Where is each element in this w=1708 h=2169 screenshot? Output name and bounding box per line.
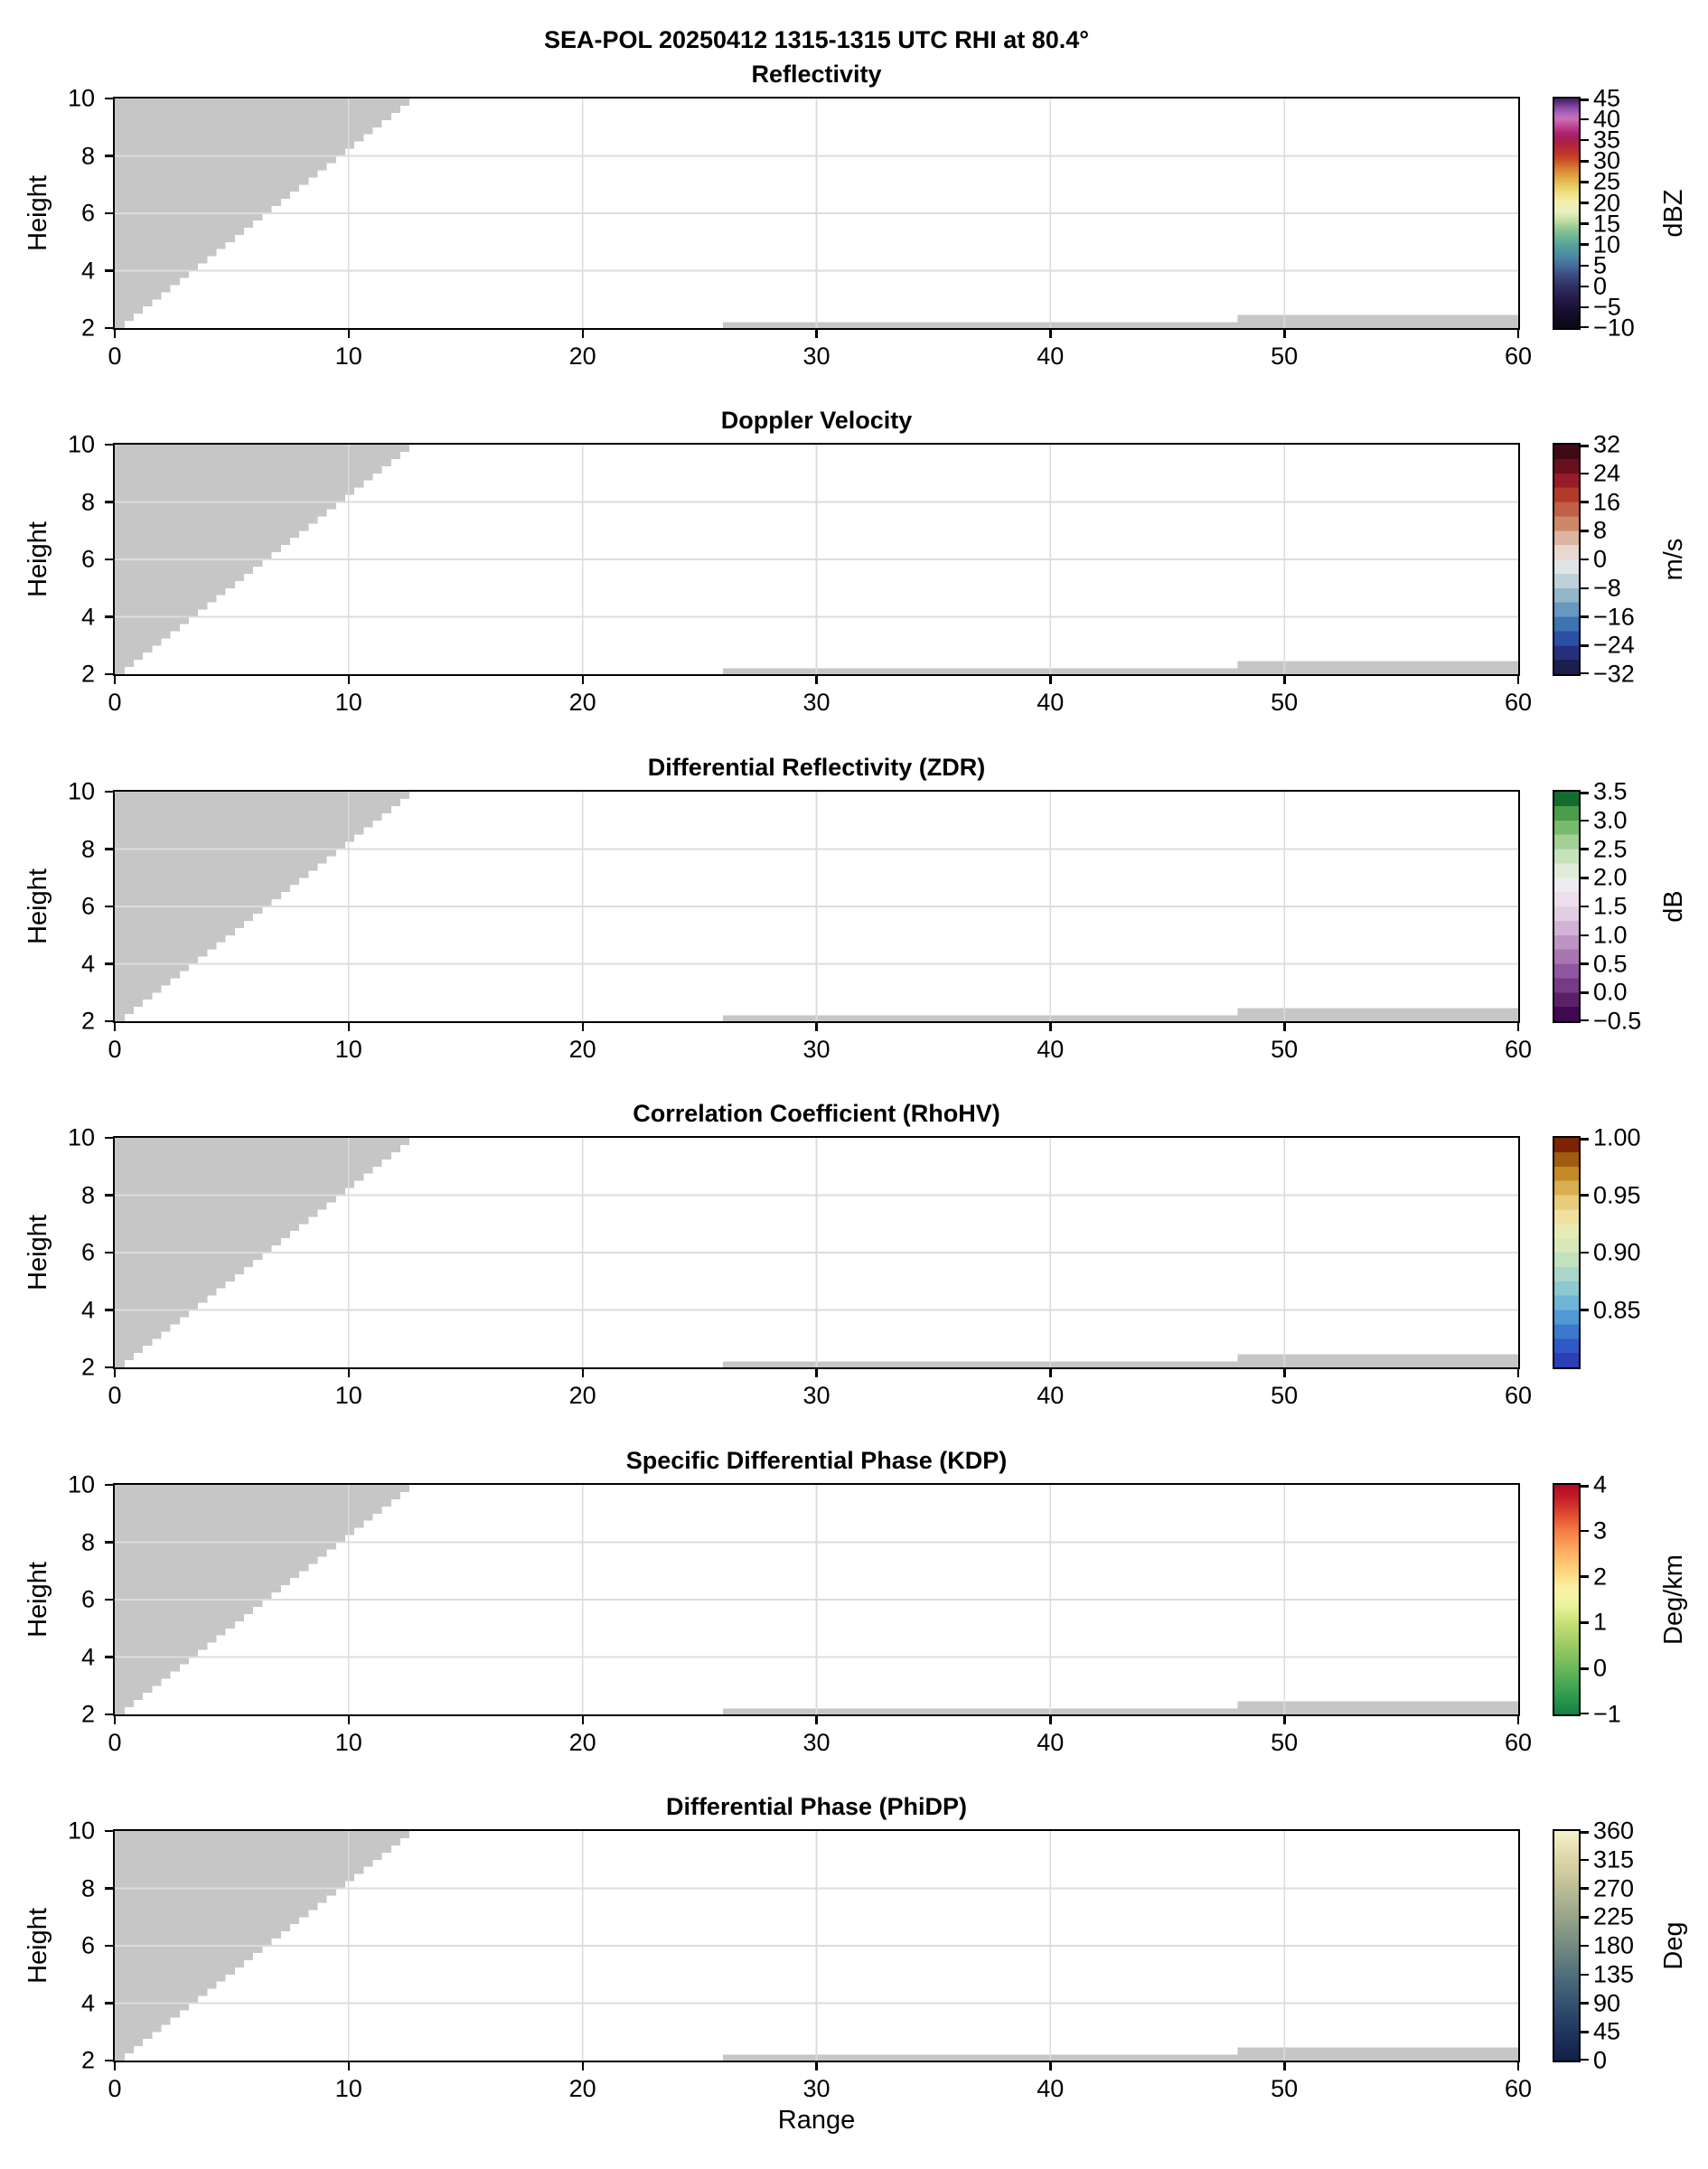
colorbar [1553, 1817, 1635, 2074]
colorbar-tick-mark [1581, 1831, 1589, 1834]
colorbar-tick-label: 0 [1593, 2046, 1608, 2074]
ground-clutter-strip [723, 2055, 1237, 2061]
y-tick-label: 8 [80, 488, 95, 515]
y-tick-mark [105, 155, 113, 157]
x-tick-mark [1283, 330, 1286, 338]
x-tick-label: 40 [1037, 1729, 1065, 1756]
y-tick-mark [105, 559, 113, 561]
colorbar-tick-label: −24 [1593, 631, 1635, 659]
colorbar-tick-mark [1581, 1945, 1589, 1948]
colorbar-tick-mark [1581, 1530, 1589, 1533]
colorbar-tick-mark [1581, 906, 1589, 908]
colorbar-tick-mark [1581, 306, 1589, 309]
colorbar-tick-mark [1581, 877, 1589, 879]
figure-suptitle: SEA-POL 20250412 1315-1315 UTC RHI at 80.4° [543, 26, 1090, 53]
colorbar-tick-label: 270 [1593, 1874, 1635, 1901]
y-tick-label: 8 [80, 1528, 95, 1555]
ground-clutter-strip [1237, 1702, 1518, 1714]
plot-area [67, 1470, 1533, 1756]
x-tick-label: 30 [802, 1036, 831, 1063]
x-tick-mark [1049, 1369, 1052, 1377]
colorbar-tick-mark [1581, 1887, 1589, 1890]
x-tick-label: 10 [334, 689, 362, 716]
x-tick-label: 50 [1271, 689, 1299, 716]
plot-area [67, 1123, 1533, 1409]
colorbar [1553, 430, 1635, 688]
y-tick-label: 2 [80, 660, 95, 688]
colorbar-tick-label: 25 [1593, 167, 1621, 195]
y-tick-label: 6 [80, 1238, 95, 1266]
y-tick-mark [105, 1484, 113, 1487]
y-tick-label: 10 [67, 430, 95, 458]
plot-canvas [115, 1831, 1518, 2061]
x-tick-label: 0 [108, 1729, 122, 1756]
ground-clutter-strip [1237, 662, 1518, 674]
x-tick-mark [1283, 676, 1286, 684]
x-tick-label: 0 [108, 1382, 122, 1409]
colorbar-tick-mark [1581, 1485, 1589, 1488]
x-tick-label: 0 [108, 689, 122, 716]
x-tick-mark [815, 2062, 818, 2070]
y-tick-label: 10 [67, 1470, 95, 1498]
x-tick-mark [1283, 1369, 1286, 1377]
y-tick-label: 4 [80, 1643, 95, 1670]
x-tick-mark [114, 1023, 117, 1031]
x-axis-label: Range [777, 2106, 856, 2135]
colorbar-tick-mark [1581, 160, 1589, 163]
colorbar-tick-label: 135 [1593, 1960, 1635, 1988]
x-tick-mark [815, 676, 818, 684]
y-tick-label: 2 [80, 1700, 95, 1728]
x-tick-mark [1283, 2062, 1286, 2070]
y-tick-mark [105, 1252, 113, 1254]
y-tick-mark [105, 212, 113, 215]
ground-clutter-strip [1237, 1355, 1518, 1367]
colorbar-tick-label: 0 [1593, 1654, 1608, 1682]
y-tick-mark [105, 615, 113, 618]
y-tick-label: 4 [80, 1296, 95, 1323]
colorbar-tick-mark [1581, 991, 1589, 994]
x-tick-label: 20 [568, 1729, 596, 1756]
x-tick-mark [582, 1369, 585, 1377]
x-tick-label: 10 [334, 1036, 362, 1063]
colorbar-tick-label: 3.5 [1593, 777, 1628, 805]
y-tick-mark [105, 791, 113, 793]
colorbar-tick-label: 1.5 [1593, 892, 1628, 920]
colorbar-tick-mark [1581, 1859, 1589, 1862]
x-tick-label: 30 [802, 343, 831, 370]
colorbar-tick-label: 10 [1593, 230, 1621, 258]
y-tick-label: 2 [80, 314, 95, 342]
colorbar-tick-label: 1 [1593, 1608, 1608, 1636]
x-tick-mark [582, 330, 585, 338]
colorbar-tick-label: 20 [1593, 189, 1621, 216]
y-tick-mark [105, 444, 113, 446]
x-tick-mark [1049, 676, 1052, 684]
colorbar-tick-label: 0.85 [1593, 1296, 1641, 1323]
x-tick-mark [1049, 2062, 1052, 2070]
colorbar-unit-label: m/s [1659, 538, 1688, 581]
x-tick-mark [348, 1023, 351, 1031]
x-tick-label: 50 [1271, 2075, 1299, 2102]
colorbar-tick-label: −16 [1593, 603, 1635, 630]
y-tick-mark [105, 673, 113, 676]
colorbar-tick-label: 0 [1593, 272, 1608, 300]
colorbar-tick-label: 1.0 [1593, 921, 1628, 949]
plot-area [67, 430, 1533, 716]
x-tick-mark [348, 676, 351, 684]
colorbar [1553, 84, 1635, 342]
x-tick-label: 20 [568, 1382, 596, 1409]
ground-clutter-strip [723, 1362, 1237, 1367]
colorbar-tick-mark [1581, 501, 1589, 503]
x-tick-label: 40 [1037, 343, 1065, 370]
colorbar-tick-mark [1581, 1621, 1589, 1624]
colorbar-tick-label: 360 [1593, 1817, 1635, 1845]
x-tick-mark [1517, 1369, 1520, 1377]
colorbar-tick-label: 180 [1593, 1931, 1635, 1959]
y-tick-mark [105, 501, 113, 503]
colorbar-tick-mark [1581, 1916, 1589, 1919]
y-tick-label: 8 [80, 1181, 95, 1208]
x-tick-mark [582, 2062, 585, 2070]
x-tick-label: 20 [568, 2075, 596, 2102]
plot-area [67, 84, 1533, 370]
x-tick-label: 40 [1037, 689, 1065, 716]
y-tick-label: 10 [67, 1123, 95, 1151]
y-axis-label: Height [23, 1562, 52, 1638]
panel-title: Differential Reflectivity (ZDR) [647, 754, 986, 781]
colorbar-tick-mark [1581, 1575, 1589, 1578]
ground-clutter-strip [1237, 315, 1518, 328]
colorbar-tick-label: 90 [1593, 1989, 1621, 2016]
y-tick-label: 4 [80, 603, 95, 630]
x-tick-mark [582, 676, 585, 684]
panel-title: Correlation Coefficient (RhoHV) [633, 1100, 1000, 1127]
colorbar-tick-mark [1581, 962, 1589, 965]
x-tick-mark [114, 1716, 117, 1724]
colorbar-tick-mark [1581, 672, 1589, 675]
panel-reflectivity [0, 61, 1708, 370]
colorbar-tick-mark [1581, 286, 1589, 288]
y-tick-label: 6 [80, 199, 95, 227]
x-tick-mark [1049, 1716, 1052, 1724]
panel-title: Doppler Velocity [720, 407, 913, 434]
x-tick-mark [348, 1716, 351, 1724]
x-tick-label: 0 [108, 343, 122, 370]
x-tick-label: 10 [334, 1382, 362, 1409]
ground-clutter-strip [723, 669, 1237, 674]
ground-clutter-strip [723, 1016, 1237, 1021]
y-tick-mark [105, 2002, 113, 2005]
x-tick-label: 0 [108, 2075, 122, 2102]
x-tick-label: 50 [1271, 343, 1299, 370]
colorbar-tick-label: 45 [1593, 84, 1621, 112]
y-tick-label: 6 [80, 1585, 95, 1613]
y-tick-label: 4 [80, 257, 95, 284]
x-tick-label: 30 [802, 689, 831, 716]
x-tick-label: 20 [568, 1036, 596, 1063]
x-tick-label: 30 [802, 1729, 831, 1756]
x-tick-mark [114, 676, 117, 684]
plot-canvas [115, 1138, 1518, 1367]
colorbar-tick-label: 0.90 [1593, 1238, 1641, 1266]
colorbar-tick-mark [1581, 265, 1589, 268]
colorbar-unit-label: Deg/km [1659, 1554, 1688, 1645]
y-tick-mark [105, 2060, 113, 2062]
x-tick-label: 50 [1271, 1036, 1299, 1063]
y-tick-label: 8 [80, 1874, 95, 1901]
x-tick-label: 60 [1504, 689, 1533, 716]
y-tick-mark [105, 848, 113, 850]
colorbar-tick-mark [1581, 243, 1589, 246]
x-tick-mark [1049, 330, 1052, 338]
x-tick-label: 60 [1504, 2075, 1533, 2102]
colorbar-tick-mark [1581, 1713, 1589, 1715]
colorbar-tick-label: 3 [1593, 1516, 1608, 1545]
colorbar-tick-mark [1581, 139, 1589, 142]
y-tick-mark [105, 1945, 113, 1948]
x-tick-label: 50 [1271, 1382, 1299, 1409]
colorbar-tick-mark [1581, 1194, 1589, 1197]
x-tick-label: 20 [568, 343, 596, 370]
colorbar-tick-mark [1581, 1252, 1589, 1254]
x-tick-label: 60 [1504, 343, 1533, 370]
colorbar-tick-mark [1581, 445, 1589, 447]
colorbar-tick-mark [1581, 473, 1589, 475]
colorbar-tick-mark [1581, 2002, 1589, 2005]
colorbar-tick-mark [1581, 326, 1589, 329]
colorbar-unit-label: dBZ [1659, 189, 1688, 238]
colorbar [1553, 1123, 1641, 1369]
x-tick-label: 60 [1504, 1036, 1533, 1063]
y-tick-label: 6 [80, 545, 95, 573]
y-tick-label: 4 [80, 950, 95, 977]
x-tick-label: 50 [1271, 1729, 1299, 1756]
y-tick-mark [105, 1656, 113, 1658]
y-tick-label: 2 [80, 2046, 95, 2074]
y-tick-mark [105, 1137, 113, 1140]
y-tick-mark [105, 962, 113, 965]
x-tick-label: 10 [334, 343, 362, 370]
x-tick-mark [1283, 1023, 1286, 1031]
ground-clutter-strip [1237, 2048, 1518, 2061]
ground-clutter-strip [723, 1709, 1237, 1714]
colorbar-tick-label: 8 [1593, 516, 1608, 544]
colorbar-unit-label: Deg [1659, 1921, 1688, 1970]
y-tick-mark [105, 1309, 113, 1311]
x-tick-mark [1517, 1023, 1520, 1031]
y-tick-label: 2 [80, 1353, 95, 1381]
y-tick-label: 8 [80, 142, 95, 169]
x-tick-mark [348, 1369, 351, 1377]
colorbar-tick-label: 2.5 [1593, 835, 1628, 862]
x-tick-label: 40 [1037, 2075, 1065, 2102]
colorbar-tick-label: 30 [1593, 146, 1621, 174]
y-tick-mark [105, 1887, 113, 1890]
colorbar-tick-label: 24 [1593, 459, 1621, 487]
colorbar-tick-label: 16 [1593, 488, 1621, 515]
colorbar-tick-label: 3.0 [1593, 806, 1628, 834]
colorbar-tick-label: 45 [1593, 2017, 1621, 2045]
y-tick-label: 10 [67, 84, 95, 112]
colorbar-tick-label: 35 [1593, 126, 1621, 154]
y-tick-mark [105, 98, 113, 100]
panel-title: Differential Phase (PhiDP) [665, 1793, 968, 1820]
y-axis-label: Height [23, 1908, 52, 1984]
x-tick-label: 40 [1037, 1382, 1065, 1409]
colorbar-tick-label: 15 [1593, 210, 1621, 237]
x-tick-mark [348, 330, 351, 338]
plot-canvas [115, 792, 1518, 1021]
panel-title: Specific Differential Phase (KDP) [625, 1447, 1008, 1474]
colorbar-tick-label: 0.95 [1593, 1181, 1641, 1208]
colorbar-tick-mark [1581, 615, 1589, 618]
y-tick-mark [105, 1366, 113, 1369]
panel-rhohv [0, 1100, 1708, 1409]
x-tick-label: 10 [334, 2075, 362, 2102]
y-tick-mark [105, 906, 113, 908]
colorbar-tick-label: 40 [1593, 105, 1621, 133]
colorbar-tick-mark [1581, 2031, 1589, 2033]
panel-phidp [0, 1793, 1708, 2102]
x-tick-mark [114, 1369, 117, 1377]
colorbar-tick-label: 0 [1593, 545, 1608, 573]
y-tick-label: 6 [80, 1931, 95, 1959]
colorbar-tick-mark [1581, 202, 1589, 204]
ground-clutter-strip [723, 323, 1237, 328]
colorbar-tick-label: 2.0 [1593, 863, 1628, 891]
ground-clutter-strip [1237, 1009, 1518, 1021]
x-tick-mark [1517, 2062, 1520, 2070]
colorbar-tick-mark [1581, 1667, 1589, 1670]
y-tick-mark [105, 1714, 113, 1716]
y-tick-label: 8 [80, 835, 95, 862]
x-tick-label: 20 [568, 689, 596, 716]
panel-title: Reflectivity [751, 61, 882, 88]
x-tick-mark [582, 1023, 585, 1031]
colorbar-tick-mark [1581, 181, 1589, 183]
y-tick-mark [105, 269, 113, 272]
plot-canvas [115, 99, 1518, 328]
colorbar-tick-label: 0.5 [1593, 950, 1628, 977]
x-tick-label: 30 [802, 1382, 831, 1409]
x-tick-mark [1517, 676, 1520, 684]
colorbar-tick-label: 5 [1593, 251, 1608, 279]
colorbar-tick-mark [1581, 934, 1589, 937]
colorbar [1553, 777, 1642, 1035]
y-tick-label: 6 [80, 892, 95, 920]
x-tick-mark [348, 2062, 351, 2070]
y-tick-label: 2 [80, 1007, 95, 1035]
colorbar-tick-label: −10 [1593, 314, 1635, 342]
y-tick-mark [105, 1194, 113, 1197]
colorbar-tick-mark [1581, 118, 1589, 121]
colorbar-tick-label: 32 [1593, 430, 1621, 458]
colorbar-unit-label: dB [1659, 890, 1688, 923]
y-tick-label: 10 [67, 777, 95, 805]
colorbar-tick-label: −32 [1593, 660, 1635, 688]
plot-canvas [115, 445, 1518, 674]
y-tick-mark [105, 1599, 113, 1601]
colorbar-tick-mark [1581, 644, 1589, 647]
colorbar-tick-mark [1581, 530, 1589, 532]
colorbar-tick-mark [1581, 2059, 1589, 2061]
x-tick-mark [114, 330, 117, 338]
colorbar-tick-label: 2 [1593, 1563, 1608, 1591]
y-tick-mark [105, 1020, 113, 1023]
y-axis-label: Height [23, 175, 52, 251]
colorbar-tick-mark [1581, 1309, 1589, 1311]
plot-area [67, 777, 1533, 1063]
colorbar-tick-mark [1581, 587, 1589, 590]
colorbar-tick-label: 0.0 [1593, 978, 1628, 1006]
colorbar-tick-mark [1581, 222, 1589, 225]
y-axis-label: Height [23, 869, 52, 944]
colorbar-tick-label: −5 [1593, 293, 1621, 321]
x-tick-mark [114, 2062, 117, 2070]
colorbar-tick-label: 315 [1593, 1845, 1635, 1873]
colorbar-tick-label: 225 [1593, 1902, 1635, 1930]
x-tick-mark [1283, 1716, 1286, 1724]
colorbar-tick-label: 1.00 [1593, 1123, 1641, 1151]
colorbar-tick-mark [1581, 820, 1589, 822]
y-axis-label: Height [23, 521, 52, 597]
y-tick-mark [105, 1830, 113, 1833]
y-tick-mark [105, 1541, 113, 1544]
colorbar [1553, 1470, 1621, 1728]
panel-kdp [0, 1447, 1708, 1756]
plot-canvas [115, 1485, 1518, 1714]
x-tick-mark [1049, 1023, 1052, 1031]
x-tick-label: 40 [1037, 1036, 1065, 1063]
x-tick-label: 30 [802, 2075, 831, 2102]
y-tick-label: 10 [67, 1817, 95, 1845]
colorbar-tick-mark [1581, 1138, 1589, 1141]
colorbar-tick-label: 4 [1593, 1470, 1608, 1498]
colorbar-tick-label: −0.5 [1593, 1007, 1642, 1035]
colorbar-tick-mark [1581, 792, 1589, 794]
plot-area [67, 1817, 1533, 2102]
x-tick-mark [815, 330, 818, 338]
colorbar-tick-mark [1581, 1974, 1589, 1977]
x-tick-label: 10 [334, 1729, 362, 1756]
x-tick-mark [1517, 1716, 1520, 1724]
panel-doppler-velocity [0, 407, 1708, 716]
colorbar-tick-mark [1581, 559, 1589, 561]
panel-zdr [0, 754, 1708, 1063]
colorbar-tick-label: −8 [1593, 574, 1621, 602]
x-tick-mark [1517, 330, 1520, 338]
colorbar-tick-mark [1581, 1019, 1589, 1022]
colorbar-tick-label: −1 [1593, 1700, 1621, 1728]
y-axis-label: Height [23, 1215, 52, 1291]
x-tick-mark [815, 1023, 818, 1031]
x-tick-label: 60 [1504, 1729, 1533, 1756]
y-tick-mark [105, 327, 113, 330]
colorbar-tick-mark [1581, 848, 1589, 850]
x-tick-mark [815, 1716, 818, 1724]
y-tick-label: 4 [80, 1989, 95, 2016]
x-tick-label: 0 [108, 1036, 122, 1063]
colorbar-tick-mark [1581, 99, 1589, 101]
x-tick-mark [582, 1716, 585, 1724]
x-tick-label: 60 [1504, 1382, 1533, 1409]
x-tick-mark [815, 1369, 818, 1377]
